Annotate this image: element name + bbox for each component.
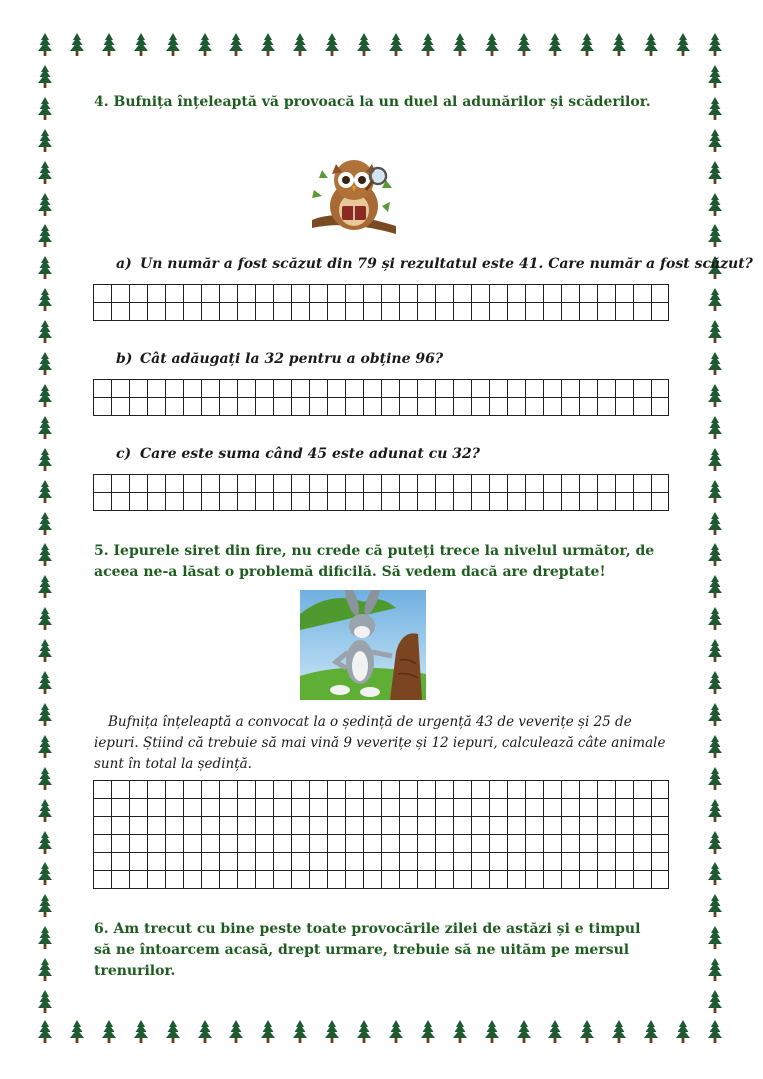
- pine-tree-icon: [134, 1020, 148, 1044]
- question-5-title: 5. Iepurele siret din fire, nu crede că puteți trece la nivelul următor, de aceea ne-a lăsat o problemă dificilă. Să vedem dacă are dreptate!: [94, 543, 655, 580]
- pine-tree-icon: [708, 926, 722, 950]
- pine-tree-icon: [708, 639, 722, 663]
- question-4c: [116, 446, 480, 462]
- pine-tree-icon: [38, 575, 52, 599]
- pine-tree-icon: [708, 33, 722, 57]
- pine-tree-icon: [38, 703, 52, 727]
- pine-tree-icon: [708, 161, 722, 185]
- pine-tree-icon: [357, 1020, 371, 1044]
- pine-tree-icon: [517, 1020, 531, 1044]
- pine-tree-icon: [708, 480, 722, 504]
- pine-tree-icon: [38, 129, 52, 153]
- pine-tree-icon: [453, 33, 467, 57]
- pine-tree-icon: [644, 33, 658, 57]
- question-4a-label: a): [116, 256, 132, 272]
- pine-tree-icon: [708, 384, 722, 408]
- pine-tree-icon: [421, 1020, 435, 1044]
- pine-tree-icon: [38, 831, 52, 855]
- pine-tree-icon: [708, 352, 722, 376]
- pine-tree-icon: [708, 831, 722, 855]
- pine-tree-icon: [708, 958, 722, 982]
- pine-tree-icon: [38, 256, 52, 280]
- pine-tree-icon: [644, 1020, 658, 1044]
- pine-tree-icon: [198, 33, 212, 57]
- pine-tree-icon: [38, 543, 52, 567]
- pine-tree-icon: [38, 958, 52, 982]
- pine-tree-icon: [708, 65, 722, 89]
- pine-tree-icon: [708, 767, 722, 791]
- pine-tree-icon: [229, 1020, 243, 1044]
- pine-tree-icon: [676, 33, 690, 57]
- pine-tree-icon: [38, 320, 52, 344]
- pine-tree-icon: [38, 33, 52, 57]
- pine-tree-icon: [38, 799, 52, 823]
- pine-tree-icon: [38, 1020, 52, 1044]
- answer-grid-5[interactable]: [93, 780, 669, 889]
- pine-tree-icon: [389, 1020, 403, 1044]
- pine-tree-icon: [708, 862, 722, 886]
- pine-tree-icon: [38, 894, 52, 918]
- pine-tree-icon: [102, 1020, 116, 1044]
- pine-tree-icon: [708, 512, 722, 536]
- pine-tree-icon: [708, 320, 722, 344]
- pine-tree-icon: [38, 639, 52, 663]
- pine-tree-icon: [38, 384, 52, 408]
- pine-tree-icon: [708, 671, 722, 695]
- pine-tree-icon: [38, 767, 52, 791]
- pine-tree-icon: [708, 193, 722, 217]
- pine-tree-icon: [708, 416, 722, 440]
- pine-tree-icon: [38, 224, 52, 248]
- answer-grid-4b[interactable]: [93, 379, 669, 416]
- owl-illustration: [308, 150, 400, 242]
- question-4b-label: b): [116, 351, 133, 367]
- pine-tree-icon: [38, 352, 52, 376]
- pine-tree-icon: [708, 575, 722, 599]
- pine-tree-icon: [708, 97, 722, 121]
- pine-tree-icon: [708, 288, 722, 312]
- pine-tree-icon: [708, 894, 722, 918]
- question-4b-text: Cât adăugați la 32 pentru a obține 96?: [140, 351, 444, 367]
- pine-tree-icon: [485, 1020, 499, 1044]
- pine-tree-icon: [166, 1020, 180, 1044]
- pine-tree-icon: [38, 862, 52, 886]
- pine-tree-icon: [325, 1020, 339, 1044]
- pine-tree-icon: [580, 1020, 594, 1044]
- rabbit-illustration: [300, 590, 426, 700]
- question-4c-text: Care este suma când 45 este adunat cu 32?: [140, 446, 480, 462]
- pine-tree-icon: [325, 33, 339, 57]
- pine-tree-icon: [708, 543, 722, 567]
- pine-tree-icon: [548, 33, 562, 57]
- pine-tree-icon: [38, 193, 52, 217]
- question-6-title: 6. Am trecut cu bine peste toate provocările zilei de astăzi și e timpul să ne întoarcem acasă, drept urmare, trebuie să ne uităm pe mersul trenurilor.: [94, 921, 641, 979]
- pine-tree-icon: [708, 129, 722, 153]
- pine-tree-icon: [517, 33, 531, 57]
- pine-tree-icon: [293, 33, 307, 57]
- answer-grid-4c[interactable]: [93, 474, 669, 511]
- pine-tree-icon: [708, 735, 722, 759]
- pine-tree-icon: [548, 1020, 562, 1044]
- pine-tree-icon: [708, 1020, 722, 1044]
- pine-tree-icon: [708, 224, 722, 248]
- pine-tree-icon: [453, 1020, 467, 1044]
- pine-tree-icon: [708, 799, 722, 823]
- pine-tree-icon: [198, 1020, 212, 1044]
- pine-tree-icon: [708, 607, 722, 631]
- pine-tree-icon: [485, 33, 499, 57]
- pine-tree-icon: [708, 990, 722, 1014]
- pine-tree-icon: [612, 1020, 626, 1044]
- problem-statement: Bufnița înțeleaptă a convocat la o ședință de urgență 43 de veverițe și 25 de iepuri. Știind că trebuie să mai vină 9 veverițe și 12 iepuri, calculează câte animale sunt în total la ședință.: [94, 714, 666, 772]
- pine-tree-icon: [261, 1020, 275, 1044]
- pine-tree-icon: [421, 33, 435, 57]
- answer-grid-4a[interactable]: [93, 284, 669, 321]
- pine-tree-icon: [134, 33, 148, 57]
- pine-tree-icon: [38, 161, 52, 185]
- pine-tree-icon: [261, 33, 275, 57]
- pine-tree-icon: [293, 1020, 307, 1044]
- pine-tree-icon: [38, 448, 52, 472]
- pine-tree-icon: [708, 448, 722, 472]
- question-4a: [116, 256, 753, 272]
- question-4a-text: Un număr a fost scăzut din 79 și rezultatul este 41. Care număr a fost scăzut?: [140, 256, 753, 272]
- pine-tree-icon: [38, 65, 52, 89]
- pine-tree-icon: [38, 416, 52, 440]
- pine-tree-icon: [38, 607, 52, 631]
- pine-tree-icon: [580, 33, 594, 57]
- pine-tree-icon: [708, 703, 722, 727]
- pine-tree-icon: [38, 288, 52, 312]
- pine-tree-icon: [70, 1020, 84, 1044]
- pine-tree-icon: [389, 33, 403, 57]
- pine-tree-icon: [38, 480, 52, 504]
- question-4-title: 4. Bufnița înțeleaptă vă provoacă la un duel al adunărilor și scăderilor.: [94, 94, 651, 110]
- pine-tree-icon: [38, 990, 52, 1014]
- pine-tree-icon: [229, 33, 243, 57]
- question-4b: [116, 351, 443, 367]
- pine-tree-icon: [102, 33, 116, 57]
- question-4c-label: c): [116, 446, 132, 462]
- pine-tree-icon: [38, 671, 52, 695]
- pine-tree-icon: [38, 735, 52, 759]
- pine-tree-icon: [70, 33, 84, 57]
- pine-tree-icon: [357, 33, 371, 57]
- pine-tree-icon: [166, 33, 180, 57]
- pine-tree-icon: [38, 97, 52, 121]
- pine-tree-icon: [38, 512, 52, 536]
- pine-tree-icon: [676, 1020, 690, 1044]
- pine-tree-icon: [612, 33, 626, 57]
- pine-tree-icon: [38, 926, 52, 950]
